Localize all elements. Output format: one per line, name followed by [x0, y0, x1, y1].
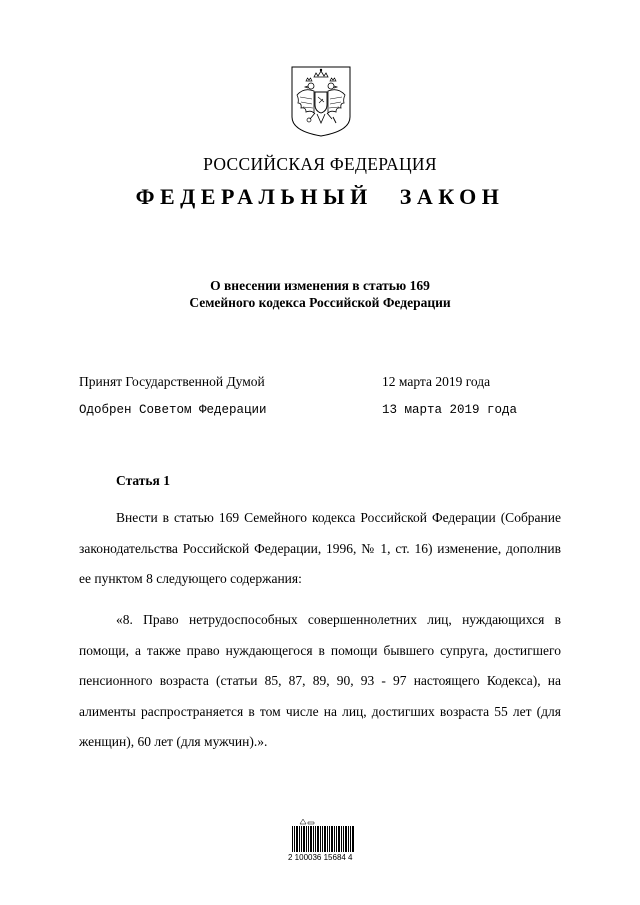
coat-of-arms-emblem-icon	[290, 65, 352, 138]
barcode-number: 2 100036 15684 4	[288, 853, 353, 862]
country-name: РОССИЙСКАЯ ФЕДЕРАЦИЯ	[203, 154, 437, 174]
adoption-label: Одобрен Советом Федерации	[79, 403, 267, 417]
adoption-label: Принят Государственной Думой	[79, 374, 265, 389]
article-heading: Статья 1	[116, 473, 170, 488]
law-title	[0, 277, 640, 311]
article-paragraph: Внести в статью 169 Семейного кодекса Российской Федерации (Собрание законодательства Российской Федерации, 1996, № 1, ст. 16) изменение, дополнив ее пунктом 8 следующего содержания:	[79, 510, 561, 586]
law-title-line-2: Семейного кодекса Российской Федерации	[189, 295, 451, 310]
barcode-icon	[292, 818, 354, 852]
law-title-line-1: О внесении изменения в статью 169	[210, 278, 430, 293]
adoption-date: 12 марта 2019 года	[382, 374, 491, 389]
barcode	[288, 818, 354, 862]
adoption-date: 13 марта 2019 года	[382, 403, 518, 417]
document-type: ФЕДЕРАЛЬНЫЙ ЗАКОН	[135, 184, 505, 209]
article-paragraph: «8. Право нетрудоспособных совершеннолетних лиц, нуждающихся в помощи, а также право нуждающегося в помощи бывшего супруга, достигшего пенсионного возраста (статьи 85, 87, 89, 90, 93 - 97 настоящего Кодекса), на алименты распространяется в том числе на лиц, достигших возраста 55 лет (для женщин), 60 лет (для мужчин).».	[79, 612, 561, 749]
